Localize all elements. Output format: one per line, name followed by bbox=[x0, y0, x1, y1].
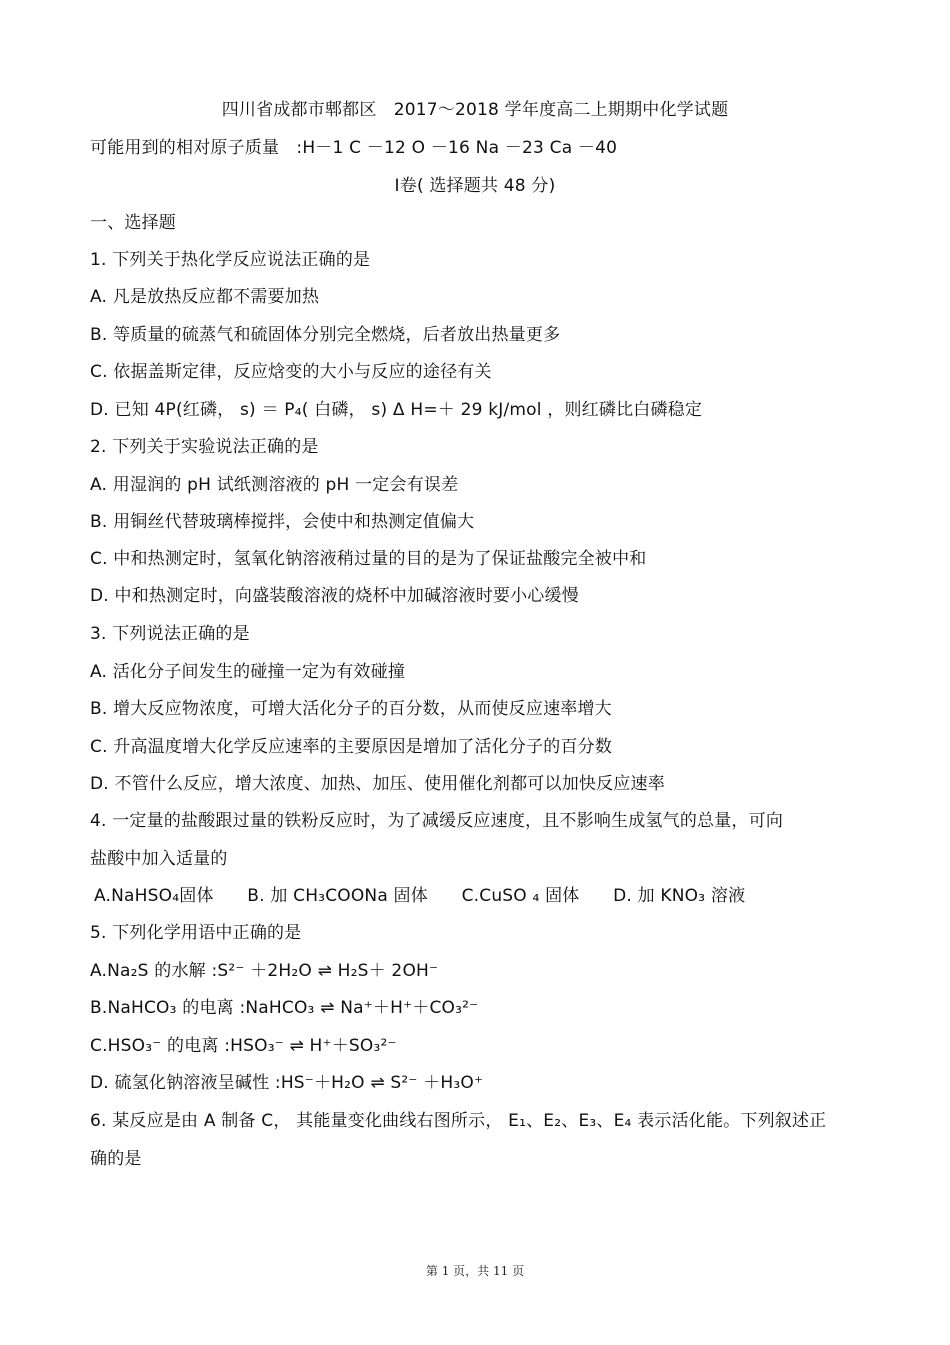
question-5-stem: 5. 下列化学用语中正确的是 bbox=[90, 923, 302, 943]
exam-title: 四川省成都市郫都区 2017～2018 学年度高二上期期中化学试题 bbox=[221, 100, 729, 120]
question-5-option-b: B.NaHCO₃ 的电离 :NaHCO₃ ⇌ Na⁺＋H⁺＋CO₃²⁻ bbox=[90, 998, 479, 1018]
question-1-option-a: A. 凡是放热反应都不需要加热 bbox=[90, 287, 320, 307]
question-4-stem-line1: 4. 一定量的盐酸跟过量的铁粉反应时，为了减缓反应速度，且不影响生成氢气的总量，可向 bbox=[90, 811, 784, 831]
question-3-option-c: C. 升高温度增大化学反应速率的主要原因是增加了活化分子的百分数 bbox=[90, 737, 613, 757]
question-1-option-d: D. 已知 4P(红磷， s) ＝ P₄( 白磷， s) Δ H=＋ 29 kJ/mol ，则红磷比白磷稳定 bbox=[90, 400, 703, 420]
question-1-stem: 1. 下列关于热化学反应说法正确的是 bbox=[90, 250, 371, 270]
question-4-option-a: A.NaHSO₄固体 bbox=[94, 886, 214, 906]
question-2-option-a: A. 用湿润的 pH 试纸测溶液的 pH 一定会有误差 bbox=[90, 475, 459, 495]
question-4-option-c: C.CuSO ₄ 固体 bbox=[461, 886, 580, 906]
page-footer: 第 1 页，共 11 页 bbox=[425, 1264, 525, 1278]
question-3-stem: 3. 下列说法正确的是 bbox=[90, 624, 250, 644]
question-6-stem-line2: 确的是 bbox=[90, 1149, 142, 1169]
question-4-option-d: D. 加 KNO₃ 溶液 bbox=[613, 886, 746, 906]
question-5-option-d: D. 硫氢化钠溶液呈碱性 :HS⁻＋H₂O ⇌ S²⁻ ＋H₃O⁺ bbox=[90, 1073, 484, 1093]
part-label: 一、选择题 bbox=[90, 213, 176, 233]
question-3-option-d: D. 不管什么反应，增大浓度、加热、加压、使用催化剂都可以加快反应速率 bbox=[90, 774, 665, 794]
question-5-option-c: C.HSO₃⁻ 的电离 :HSO₃⁻ ⇌ H⁺＋SO₃²⁻ bbox=[90, 1036, 397, 1056]
question-4-option-b: B. 加 CH₃COONa 固体 bbox=[247, 886, 428, 906]
question-2-option-c: C. 中和热测定时，氢氧化钠溶液稍过量的目的是为了保证盐酸完全被中和 bbox=[90, 549, 647, 569]
question-2-option-d: D. 中和热测定时，向盛装酸溶液的烧杯中加碱溶液时要小心缓慢 bbox=[90, 586, 579, 606]
question-3-option-a: A. 活化分子间发生的碰撞一定为有效碰撞 bbox=[90, 662, 406, 682]
atomic-masses: 可能用到的相对原子质量 :H－1 C －12 O －16 Na －23 Ca －40 bbox=[90, 138, 618, 158]
section-title: Ⅰ卷( 选择题共 48 分) bbox=[394, 176, 556, 196]
question-4-stem-line2: 盐酸中加入适量的 bbox=[90, 849, 228, 869]
question-2-option-b: B. 用铜丝代替玻璃棒搅拌，会使中和热测定值偏大 bbox=[90, 512, 475, 532]
question-5-option-a: A.Na₂S 的水解 :S²⁻ ＋2H₂O ⇌ H₂S＋ 2OH⁻ bbox=[90, 961, 439, 981]
question-3-option-b: B. 增大反应物浓度，可增大活化分子的百分数，从而使反应速率增大 bbox=[90, 699, 612, 719]
question-1-option-b: B. 等质量的硫蒸气和硫固体分别完全燃烧，后者放出热量更多 bbox=[90, 325, 561, 345]
question-2-stem: 2. 下列关于实验说法正确的是 bbox=[90, 437, 319, 457]
question-4-options bbox=[94, 885, 773, 907]
question-1-option-c: C. 依据盖斯定律，反应焓变的大小与反应的途径有关 bbox=[90, 362, 492, 382]
question-6-stem-line1: 6. 某反应是由 A 制备 C， 其能量变化曲线右图所示， E₁、E₂、E₃、E₄ 表示活化能。下列叙述正 bbox=[90, 1111, 827, 1131]
